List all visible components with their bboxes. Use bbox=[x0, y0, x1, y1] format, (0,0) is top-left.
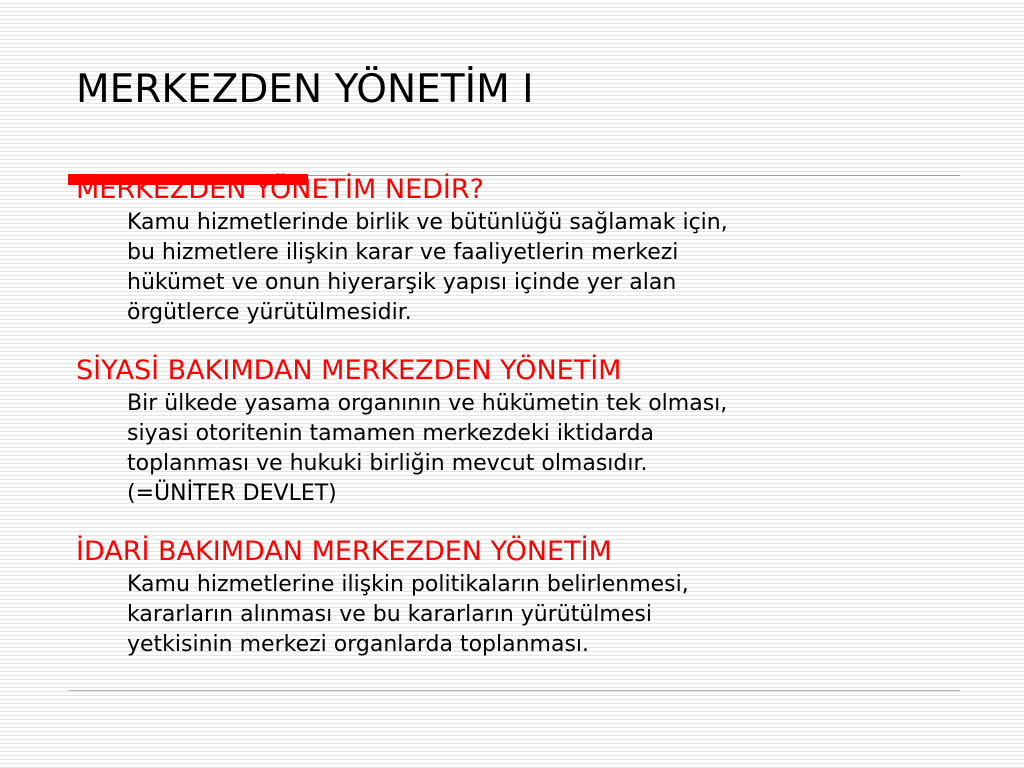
section-idari-bakimdan bbox=[76, 534, 976, 660]
body-line: siyasi otoritenin tamamen merkezdeki iktidarda bbox=[127, 421, 654, 446]
body-line: Bir ülkede yasama organının ve hükümetin tek olması, bbox=[127, 391, 728, 416]
body-line: bu hizmetlere ilişkin karar ve faaliyetlerin merkezi bbox=[127, 240, 679, 265]
body-line: örgütlerce yürütülmesidir. bbox=[127, 300, 412, 325]
section-body bbox=[127, 208, 976, 328]
body-line: toplanması ve hukuki birliğin mevcut olmasıdır. bbox=[127, 451, 648, 476]
section-heading: SİYASİ BAKIMDAN MERKEZDEN YÖNETİM bbox=[76, 355, 622, 386]
body-line: yetkisinin merkezi organlarda toplanması. bbox=[127, 632, 590, 657]
body-line: Kamu hizmetlerine ilişkin politikaların belirlenmesi, bbox=[127, 572, 689, 597]
body-line: kararların alınması ve bu kararların yürütülmesi bbox=[127, 602, 652, 627]
section-body bbox=[127, 389, 976, 509]
section-merkezden-yonetim-nedir bbox=[76, 172, 976, 328]
body-line: (=ÜNİTER DEVLET) bbox=[127, 481, 337, 506]
section-body bbox=[127, 570, 976, 660]
section-heading: İDARİ BAKIMDAN MERKEZDEN YÖNETİM bbox=[76, 536, 612, 567]
body-line: hükümet ve onun hiyerarşik yapısı içinde yer alan bbox=[127, 270, 677, 295]
slide-content bbox=[76, 172, 976, 660]
section-heading: MERKEZDEN YÖNETİM NEDİR? bbox=[76, 174, 484, 205]
bottom-divider-line bbox=[68, 690, 960, 691]
body-line: Kamu hizmetlerinde birlik ve bütünlüğü sağlamak için, bbox=[127, 210, 728, 235]
slide-title: MERKEZDEN YÖNETİM I bbox=[76, 67, 534, 112]
section-siyasi-bakimdan bbox=[76, 353, 976, 509]
